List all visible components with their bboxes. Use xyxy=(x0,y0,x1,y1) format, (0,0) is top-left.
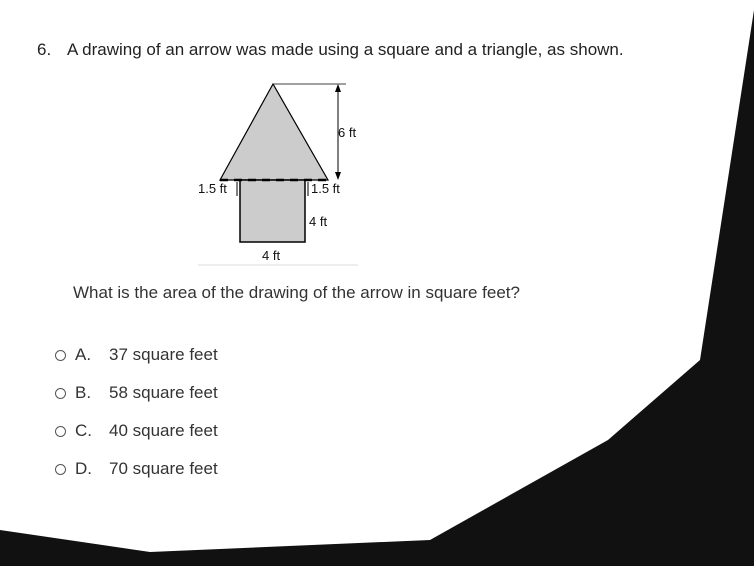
choice-letter: B. xyxy=(75,383,92,402)
label-overhang-left: 1.5 ft xyxy=(198,181,227,196)
arrow-head-down-icon xyxy=(335,172,341,180)
radio-icon[interactable] xyxy=(55,350,66,361)
square-shape xyxy=(240,180,305,242)
answer-choices xyxy=(55,336,218,488)
arrow-head-up-icon xyxy=(335,84,341,92)
label-square-side: 4 ft xyxy=(309,214,328,229)
label-overhang-right: 1.5 ft xyxy=(311,181,340,196)
label-height: 6 ft xyxy=(338,125,357,140)
question-header xyxy=(37,40,624,60)
radio-icon[interactable] xyxy=(55,464,66,475)
label-square-bottom: 4 ft xyxy=(262,248,281,263)
question-text: A drawing of an arrow was made using a square and a triangle, as shown. xyxy=(67,40,624,59)
radio-icon[interactable] xyxy=(55,426,66,437)
choice-d[interactable] xyxy=(55,450,218,488)
choice-text: 40 square feet xyxy=(109,421,218,440)
choice-b[interactable] xyxy=(55,374,218,412)
choice-letter: A. xyxy=(75,345,92,364)
arrow-figure xyxy=(190,76,370,271)
choice-c[interactable] xyxy=(55,412,218,450)
radio-icon[interactable] xyxy=(55,388,66,399)
triangle-shape xyxy=(220,84,328,180)
choice-text: 58 square feet xyxy=(109,383,218,402)
question-number: 6. xyxy=(37,40,52,59)
choice-letter: D. xyxy=(75,459,92,478)
choice-text: 70 square feet xyxy=(109,459,218,478)
choice-text: 37 square feet xyxy=(109,345,218,364)
question-prompt: What is the area of the drawing of the arrow in square feet? xyxy=(73,283,520,302)
choice-a[interactable] xyxy=(55,336,218,374)
choice-letter: C. xyxy=(75,421,92,440)
